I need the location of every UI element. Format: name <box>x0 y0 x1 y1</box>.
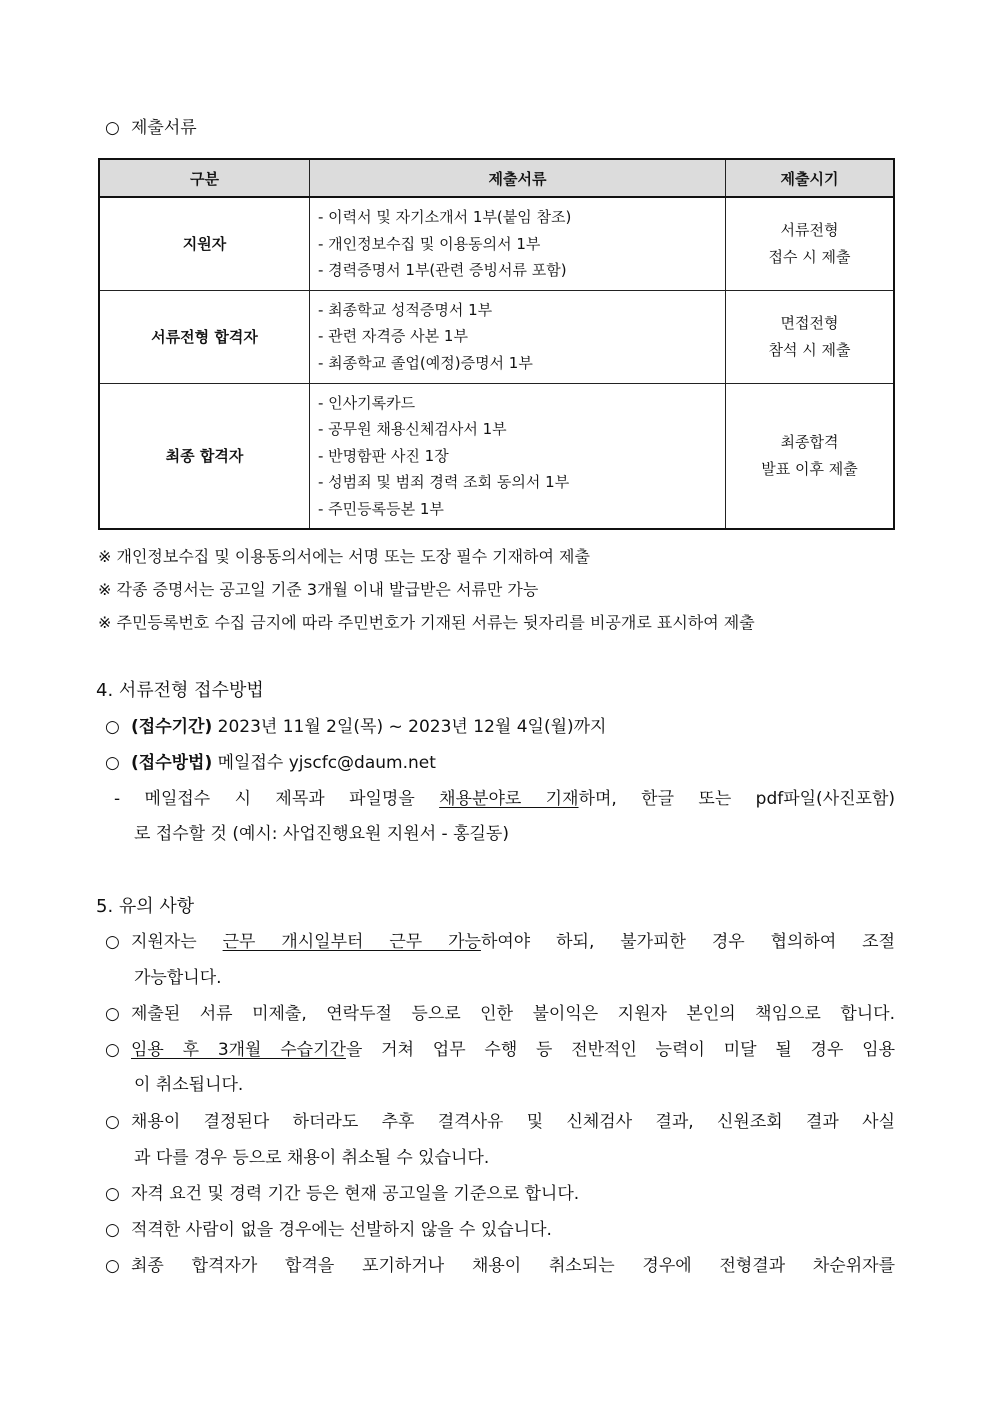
table-row <box>99 383 894 529</box>
row-documents <box>310 290 726 383</box>
circle-bullet-icon: ○ <box>105 1256 120 1276</box>
timing-line: 접수 시 제출 <box>768 247 851 266</box>
row-timing <box>726 383 895 529</box>
row-category: 지원자 <box>99 197 310 290</box>
circle-bullet-icon: ○ <box>105 1040 120 1060</box>
notice-item <box>105 1218 552 1242</box>
instruction-text: - 메일접수 시 제목과 파일명을 <box>114 789 440 809</box>
notice-underlined: 임용 후 3개월 수습기간 <box>131 1040 346 1060</box>
timing-line: 면접전형 <box>780 313 839 332</box>
row-timing <box>726 290 895 383</box>
circle-bullet-icon: ○ <box>105 118 120 138</box>
notice-continued: 가능합니다. <box>134 968 222 988</box>
notice-item <box>105 1038 895 1062</box>
instruction-text: 하며, 한글 또는 pdf파일(사진포함) <box>578 789 896 809</box>
table-header-row <box>99 159 894 197</box>
instruction-underlined: 채용분야로 기재 <box>439 789 579 809</box>
notice-text: 제출된 서류 미제출, 연락두절 등으로 인한 불이익은 지원자 본인의 책임으로 합니다. <box>131 1004 895 1024</box>
notice-text: 채용이 결정된다 하더라도 추후 결격사유 및 신체검사 결과, 신원조회 결과 사실 <box>131 1112 895 1132</box>
table-row <box>99 290 894 383</box>
document-item: - 공무원 채용신체검사서 1부 <box>318 420 507 438</box>
notice-item <box>105 930 895 954</box>
notice-text: 하여야 하되, 불가피한 경우 협의하여 조절 <box>480 932 895 952</box>
document-item: - 경력증명서 1부(관련 증빙서류 포함) <box>318 261 567 279</box>
period-text: 2023년 11월 2일(목) ~ 2023년 12월 4일(월)까지 <box>212 717 607 737</box>
notice-continued: 과 다를 경우 등으로 채용이 취소될 수 있습니다. <box>134 1148 490 1168</box>
notice-item <box>105 1254 895 1278</box>
method-label: (접수방법) <box>131 753 213 773</box>
circle-bullet-icon: ○ <box>105 753 120 773</box>
notice-text: 적격한 사람이 없을 경우에는 선발하지 않을 수 있습니다. <box>131 1220 552 1240</box>
notice-text: 자격 요건 및 경력 기간 등은 현재 공고일을 기준으로 합니다. <box>131 1184 580 1204</box>
table-row <box>99 197 894 290</box>
circle-bullet-icon: ○ <box>105 1004 120 1024</box>
note: ※ 개인정보수집 및 이용동의서에는 서명 또는 도장 필수 기재하여 제출 <box>98 547 590 566</box>
notice-item <box>105 1110 895 1134</box>
row-timing <box>726 197 895 290</box>
row-category: 서류전형 합격자 <box>99 290 310 383</box>
section-heading-documents <box>105 116 197 140</box>
header-timing: 제출시기 <box>726 159 895 197</box>
section-title: 제출서류 <box>131 118 197 138</box>
row-documents <box>310 383 726 529</box>
timing-line: 발표 이후 제출 <box>761 459 858 478</box>
section-4-title: 4. 서류전형 접수방법 <box>96 680 264 701</box>
notice-text: 을 거쳐 업무 수행 등 전반적인 능력이 미달 될 경우 임용 <box>345 1040 896 1060</box>
row-documents <box>310 197 726 290</box>
note: ※ 주민등록번호 수집 금지에 따라 주민번호가 기재된 서류는 뒷자리를 비공개로 표시하여 제출 <box>98 613 755 632</box>
timing-line: 서류전형 <box>780 220 839 239</box>
method-text: 메일접수 yjscfc@daum.net <box>212 753 436 773</box>
notice-text: 최종 합격자가 합격을 포기하거나 채용이 취소되는 경우에 전형결과 차순위자를 <box>131 1256 895 1276</box>
circle-bullet-icon: ○ <box>105 1112 120 1132</box>
document-item: - 인사기록카드 <box>318 393 416 412</box>
circle-bullet-icon: ○ <box>105 717 120 737</box>
notice-continued: 이 취소됩니다. <box>134 1075 244 1095</box>
timing-line: 최종합격 <box>780 432 839 451</box>
email-instruction <box>114 787 895 811</box>
note: ※ 각종 증명서는 공고일 기준 3개월 이내 발급받은 서류만 가능 <box>98 580 539 599</box>
notice-underlined: 근무 개시일부터 근무 가능 <box>222 932 481 952</box>
document-item: - 반명함판 사진 1장 <box>318 446 449 465</box>
document-item: - 성범죄 및 범죄 경력 조회 동의서 1부 <box>318 473 570 491</box>
document-item: - 개인정보수집 및 이용동의서 1부 <box>318 234 541 253</box>
header-category: 구분 <box>99 159 310 197</box>
document-item: - 주민등록등본 1부 <box>318 499 444 518</box>
circle-bullet-icon: ○ <box>105 1184 120 1204</box>
application-method <box>105 751 436 775</box>
document-item: - 관련 자격증 사본 1부 <box>318 327 468 346</box>
document-item: - 최종학교 졸업(예정)증명서 1부 <box>318 353 533 372</box>
submission-documents-table <box>98 158 895 530</box>
document-item: - 최종학교 성적증명서 1부 <box>318 300 493 319</box>
period-label: (접수기간) <box>131 717 213 737</box>
circle-bullet-icon: ○ <box>105 1220 120 1240</box>
row-category: 최종 합격자 <box>99 383 310 529</box>
notice-item <box>105 1002 895 1026</box>
timing-line: 참석 시 제출 <box>768 340 851 359</box>
notice-item <box>105 1182 579 1206</box>
email-instruction-continued: 로 접수할 것 (예시: 사업진행요원 지원서 - 홍길동) <box>134 824 509 844</box>
document-item: - 이력서 및 자기소개서 1부(붙임 참조) <box>318 208 572 226</box>
circle-bullet-icon: ○ <box>105 932 120 952</box>
header-documents: 제출서류 <box>310 159 726 197</box>
application-period <box>105 715 606 739</box>
notice-text: 지원자는 <box>131 932 223 952</box>
section-5-title: 5. 유의 사항 <box>96 896 195 917</box>
